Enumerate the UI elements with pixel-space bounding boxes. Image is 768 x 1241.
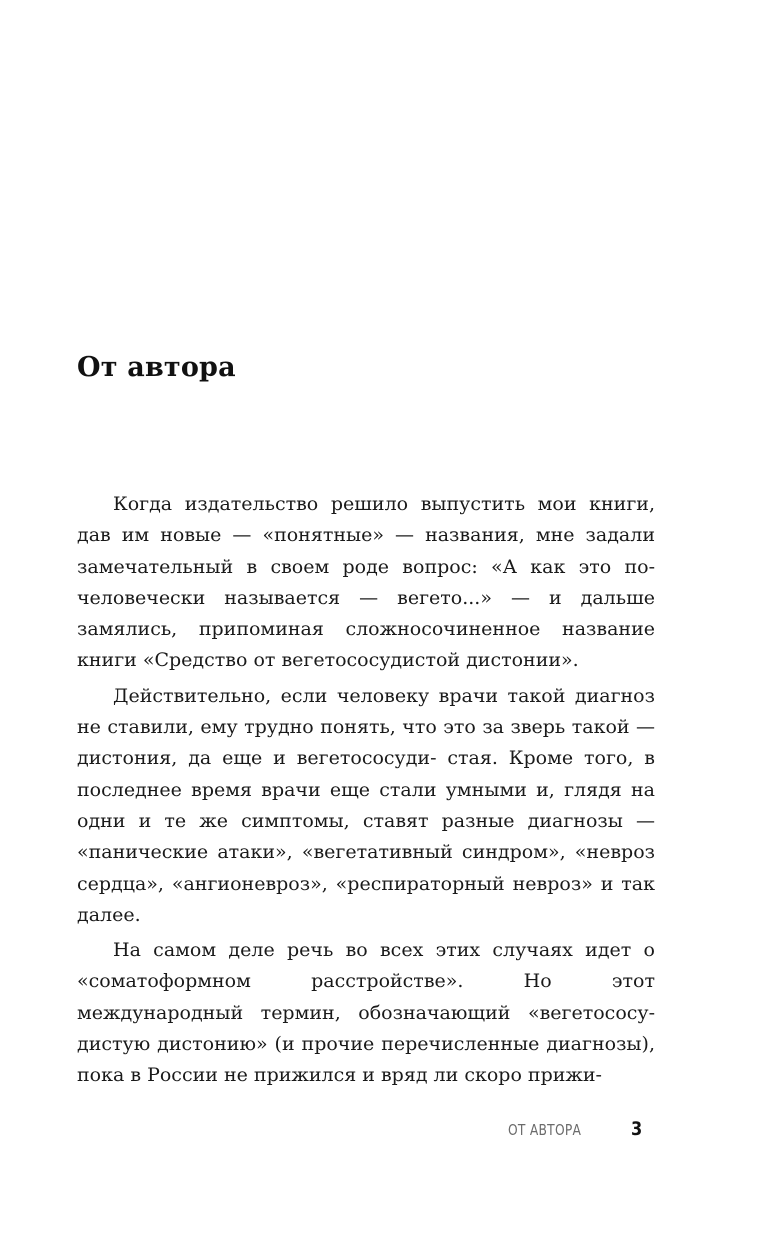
paragraph-1: Когда издательство решило выпустить мои книги, дав им новые — «понятные» — названия, мне задали замечательный в своем роде вопрос: «А как это по-человечески называется — вегето...» — и дальше замялись, припоминая сложносочиненное название книги «Средство от вегетососудистой дистонии». bbox=[77, 493, 655, 672]
running-head: ОТ АВТОРА bbox=[508, 1121, 582, 1139]
chapter-title: От автора bbox=[77, 352, 236, 383]
page-footer bbox=[0, 1117, 768, 1145]
page-number: 3 bbox=[631, 1118, 643, 1140]
paragraph-3: На самом деле речь во всех этих случаях идет о «соматоформном расстройстве». Но этот международный термин, обозначающий «вегетососу- дистую дистонию» (и прочие перечисленные диагнозы), пока в России не прижился и вряд ли скоро прижи- bbox=[77, 939, 655, 1087]
paragraph-2: Действительно, если человеку врачи такой диагноз не ставили, ему трудно понять, что это за зверь такой — дистония, да еще и вегетососуди- стая. Кроме того, в последнее время врачи еще стали умными и, глядя на одни и те же симптомы, ставят разные диагнозы — «панические атаки», «вегетативный синдром», «невроз сердца», «ангионевроз», «респираторный невроз» и так далее. bbox=[77, 684, 655, 926]
body-text bbox=[77, 489, 655, 1096]
